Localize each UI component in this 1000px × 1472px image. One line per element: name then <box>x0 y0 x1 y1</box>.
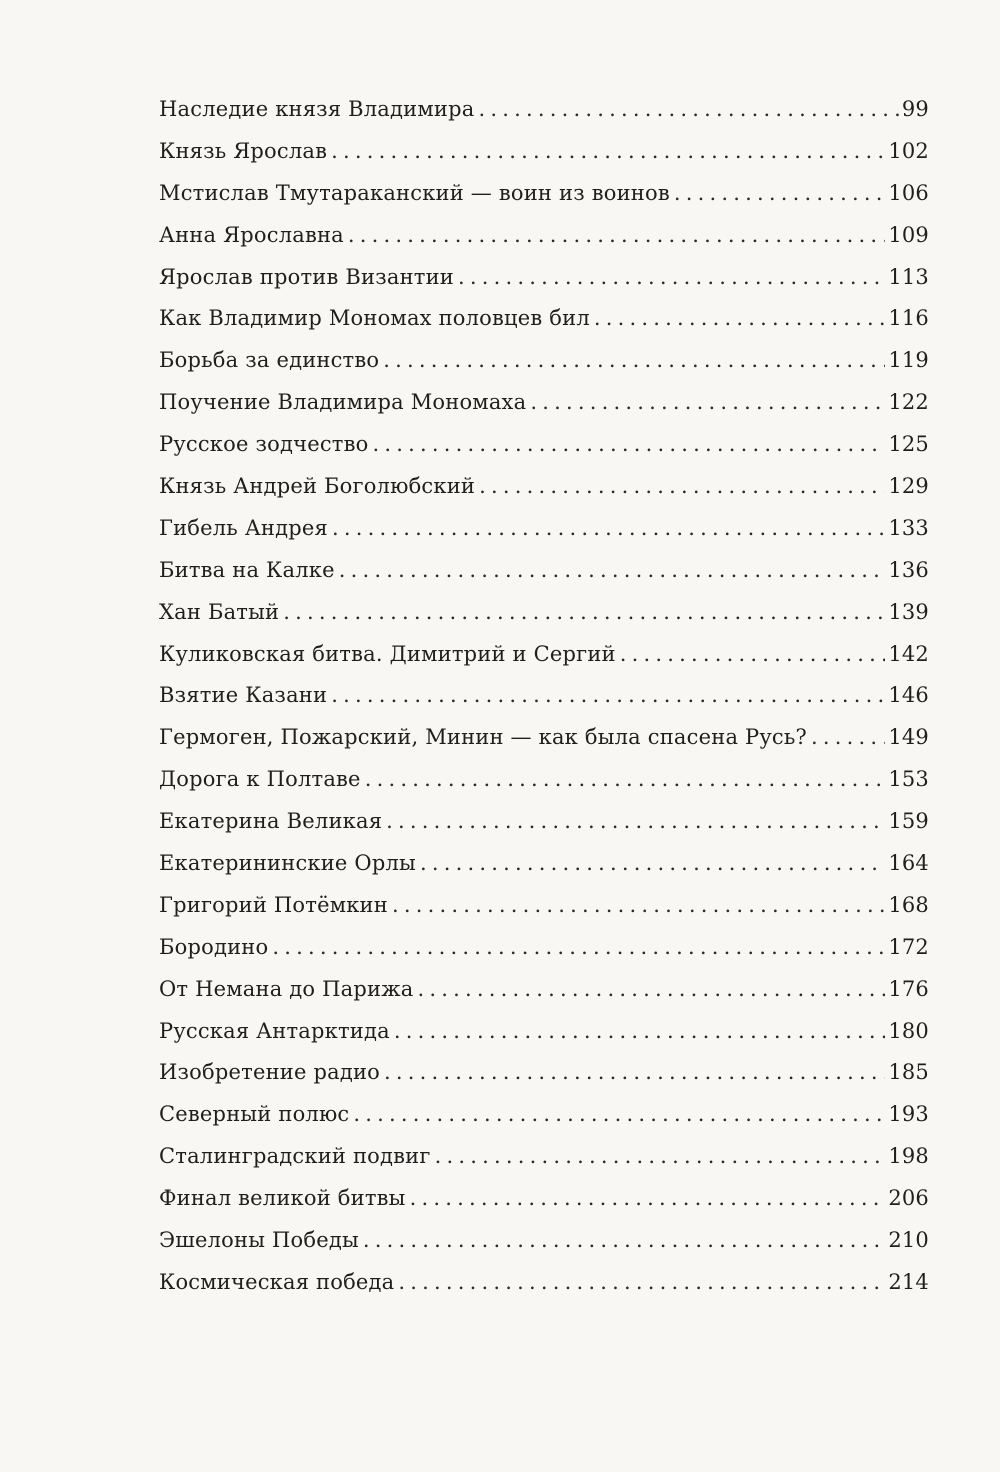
toc-dot-leader <box>394 1019 885 1043</box>
toc-dot-leader <box>384 1060 885 1084</box>
toc-entry <box>159 642 929 684</box>
toc-entry-page-number: 198 <box>888 1144 929 1169</box>
toc-entry <box>159 683 929 725</box>
toc-dot-leader <box>478 97 898 121</box>
toc-entry-page-number: 164 <box>888 851 929 876</box>
toc-dot-leader <box>479 474 885 498</box>
toc-entry <box>159 1228 929 1270</box>
toc-entry-page-number: 139 <box>888 599 929 624</box>
toc-dot-leader <box>365 767 886 791</box>
toc-entry-title: Битва на Калке <box>159 557 335 582</box>
toc-entry <box>159 139 929 181</box>
toc-entry-title: Гибель Андрея <box>159 515 328 540</box>
toc-entry-page-number: 185 <box>888 1060 929 1085</box>
toc-entry-page-number: 172 <box>888 934 929 959</box>
toc-dot-leader <box>417 977 885 1001</box>
toc-entry <box>159 558 929 600</box>
toc-entry-page-number: 136 <box>888 557 929 582</box>
toc-entry-page-number: 180 <box>888 1018 929 1043</box>
toc-entry-page-number: 214 <box>888 1269 929 1294</box>
toc-entry-title: Хан Батый <box>159 599 280 624</box>
toc-entry-title: Борьба за единство <box>159 348 380 373</box>
toc-entry-title: Гермоген, Пожарский, Минин — как была спасена Русь? <box>159 725 807 750</box>
toc-entry-title: Русская Антарктида <box>159 1018 390 1043</box>
toc-entry <box>159 1019 929 1061</box>
toc-entry <box>159 767 929 809</box>
toc-entry-title: Русское зодчество <box>159 432 369 457</box>
toc-entry-title: Князь Ярослав <box>159 138 328 163</box>
toc-entry <box>159 223 929 265</box>
toc-entry-title: Изобретение радио <box>159 1060 380 1085</box>
toc-entry-title: Поучение Владимира Мономаха <box>159 390 527 415</box>
toc-entry <box>159 474 929 516</box>
toc-entry-title: Наследие князя Владимира <box>159 97 475 121</box>
toc-dot-leader <box>674 181 885 205</box>
toc-entry <box>159 1060 929 1102</box>
toc-entry-page-number: 149 <box>888 725 929 750</box>
toc-entry <box>159 306 929 348</box>
toc-dot-leader <box>348 223 885 247</box>
toc-entry-page-number: 206 <box>888 1186 929 1211</box>
toc-dot-leader <box>386 809 885 833</box>
toc-entry-title: Анна Ярославна <box>159 222 344 247</box>
toc-dot-leader <box>458 265 885 289</box>
toc-dot-leader <box>620 642 886 666</box>
toc-dot-leader <box>398 1270 885 1294</box>
toc-entry <box>159 97 929 139</box>
toc-entry <box>159 348 929 390</box>
toc-entry-title: Мстислав Тмутараканский — воин из воинов <box>159 180 670 205</box>
toc-dot-leader <box>392 893 885 917</box>
toc-entry <box>159 893 929 935</box>
toc-dot-leader <box>331 683 885 707</box>
toc-entry <box>159 725 929 767</box>
toc-entry <box>159 516 929 558</box>
toc-entry <box>159 809 929 851</box>
toc-entry-page-number: 133 <box>888 515 929 540</box>
toc-entry-page-number: 159 <box>888 809 929 834</box>
toc-dot-leader <box>339 558 886 582</box>
toc-dot-leader <box>420 851 885 875</box>
toc-entry-page-number: 106 <box>888 180 929 205</box>
toc-entry <box>159 1270 929 1312</box>
toc-entry <box>159 977 929 1019</box>
toc-entry-title: Екатерина Великая <box>159 809 383 834</box>
toc-dot-leader <box>383 348 885 372</box>
toc-entry-page-number: 142 <box>888 641 929 666</box>
toc-dot-leader <box>372 432 885 456</box>
toc-entry <box>159 1144 929 1186</box>
toc-entry-page-number: 129 <box>888 474 929 499</box>
toc-entry-title: От Немана до Парижа <box>159 976 414 1001</box>
toc-entry <box>159 935 929 977</box>
toc-entry <box>159 1102 929 1144</box>
toc-entry-title: Северный полюс <box>159 1102 350 1127</box>
toc-dot-leader <box>363 1228 885 1252</box>
toc-entry <box>159 600 929 642</box>
table-of-contents <box>159 97 929 1312</box>
toc-entry-page-number: 153 <box>888 767 929 792</box>
toc-dot-leader <box>332 516 885 540</box>
toc-entry-title: Ярослав против Византии <box>159 264 454 289</box>
toc-entry-page-number: 146 <box>888 683 929 708</box>
toc-entry-page-number: 119 <box>888 348 929 373</box>
toc-dot-leader <box>272 935 885 959</box>
toc-entry-title: Как Владимир Мономах половцев бил <box>159 306 590 331</box>
toc-entry-title: Эшелоны Победы <box>159 1228 359 1253</box>
toc-entry <box>159 390 929 432</box>
toc-entry <box>159 181 929 223</box>
toc-entry-page-number: 125 <box>888 432 929 457</box>
toc-entry-page-number: 122 <box>888 390 929 415</box>
toc-dot-leader <box>410 1186 886 1210</box>
toc-entry <box>159 432 929 474</box>
toc-entry-page-number: 99 <box>901 97 929 121</box>
toc-entry-page-number: 193 <box>888 1102 929 1127</box>
toc-dot-leader <box>283 600 885 624</box>
toc-entry <box>159 851 929 893</box>
toc-entry-title: Куликовская битва. Димитрий и Сергий <box>159 641 616 666</box>
toc-dot-leader <box>435 1144 886 1168</box>
toc-entry-page-number: 109 <box>888 222 929 247</box>
toc-entry-title: Взятие Казани <box>159 683 328 708</box>
toc-entry-title: Дорога к Полтаве <box>159 767 361 792</box>
toc-entry-page-number: 113 <box>888 264 929 289</box>
toc-entry-page-number: 116 <box>888 306 929 331</box>
toc-entry-title: Космическая победа <box>159 1269 395 1294</box>
toc-dot-leader <box>353 1102 885 1126</box>
toc-entry-title: Григорий Потёмкин <box>159 892 388 917</box>
toc-entry-page-number: 176 <box>888 976 929 1001</box>
toc-entry-title: Екатерининские Орлы <box>159 851 416 876</box>
toc-entry <box>159 1186 929 1228</box>
toc-entry-page-number: 102 <box>888 138 929 163</box>
toc-entry-title: Финал великой битвы <box>159 1186 406 1211</box>
toc-entry <box>159 265 929 307</box>
toc-entry-title: Сталинградский подвиг <box>159 1144 431 1169</box>
toc-entry-title: Бородино <box>159 934 269 959</box>
toc-dot-leader <box>530 390 885 414</box>
toc-entry-page-number: 168 <box>888 892 929 917</box>
toc-entry-page-number: 210 <box>888 1228 929 1253</box>
toc-dot-leader <box>594 306 885 330</box>
toc-entry-title: Князь Андрей Боголюбский <box>159 474 476 499</box>
toc-dot-leader <box>331 139 885 163</box>
toc-dot-leader <box>811 725 885 749</box>
